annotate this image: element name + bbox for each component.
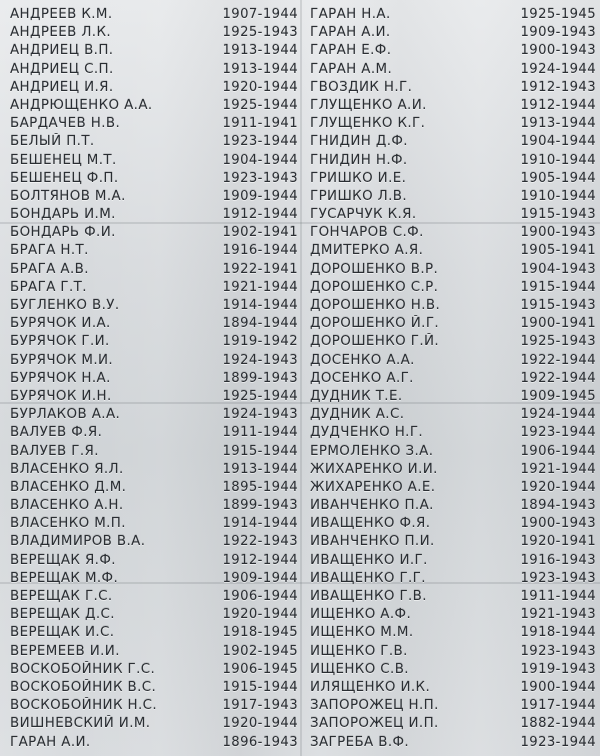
memorial-entry: [10, 115, 298, 133]
life-years: 1924-1944: [520, 61, 596, 77]
life-years: 1909-1944: [222, 570, 298, 586]
life-years: 1907-1944: [222, 7, 298, 22]
memorial-entry: [310, 133, 596, 151]
person-name: ГУСАРЧУК К.Я.: [310, 207, 417, 223]
memorial-entry: [310, 242, 596, 260]
life-years: 1912-1944: [222, 207, 298, 223]
person-name: АНДРИЕЦ С.П.: [10, 61, 114, 77]
life-years: 1914-1944: [222, 516, 298, 532]
person-name: ВЛАСЕНКО Д.М.: [10, 479, 127, 495]
person-name: ВОСКОБОЙНИК Г.С.: [10, 661, 156, 677]
person-name: ГАРАН Е.Ф.: [310, 43, 392, 59]
person-name: ЖИХАРЕНКО И.И.: [310, 461, 438, 477]
memorial-entry: [310, 224, 596, 242]
memorial-entry: [310, 206, 596, 224]
memorial-entry: [310, 461, 596, 479]
life-years: 1923-1943: [520, 570, 596, 586]
person-name: ИЩЕНКО С.В.: [310, 661, 409, 677]
person-name: ИВАНЧЕНКО П.А.: [310, 498, 434, 514]
memorial-entry: [310, 570, 596, 588]
person-name: ЕРМОЛЕНКО З.А.: [310, 443, 434, 459]
memorial-entry: [10, 206, 298, 224]
person-name: БУРЯЧОК И.Н.: [10, 388, 112, 404]
life-years: 1925-1943: [222, 25, 298, 41]
person-name: БАРДАЧЕВ Н.В.: [10, 116, 121, 132]
memorial-entry: [10, 606, 298, 624]
memorial-entry: [310, 715, 596, 733]
memorial-entry: [310, 279, 596, 297]
memorial-entry: [10, 61, 298, 79]
person-name: ВЕРЕЩАК Г.С.: [10, 589, 113, 604]
life-years: 1900-1941: [520, 316, 596, 332]
person-name: ДУДНИК Т.Е.: [310, 388, 403, 404]
memorial-entry: [310, 606, 596, 624]
memorial-entry: [10, 588, 298, 606]
memorial-entry: [310, 424, 596, 442]
life-years: 1920-1941: [520, 534, 596, 550]
life-years: 1912-1943: [520, 79, 596, 95]
memorial-entry: [10, 388, 298, 406]
life-years: 1920-1944: [222, 607, 298, 623]
life-years: 1899-1943: [222, 370, 298, 386]
person-name: ГЛУЩЕНКО К.Г.: [310, 116, 426, 132]
memorial-entry: [10, 133, 298, 151]
memorial-entry: [310, 406, 596, 424]
life-years: 1919-1942: [222, 334, 298, 350]
person-name: ВОСКОБОЙНИК В.С.: [10, 679, 157, 695]
life-years: 1896-1943: [222, 734, 298, 750]
life-years: 1923-1943: [520, 643, 596, 659]
person-name: БУРЯЧОК Г.И.: [10, 334, 110, 350]
memorial-entry: [310, 552, 596, 570]
person-name: ВАЛУЕВ Г.Я.: [10, 443, 99, 459]
person-name: БУРЯЧОК Н.А.: [10, 370, 111, 386]
person-name: ГОНЧАРОВ С.Ф.: [310, 225, 424, 241]
life-years: 1913-1944: [222, 461, 298, 477]
life-years: 1922-1944: [520, 352, 596, 368]
memorial-entry: [310, 170, 596, 188]
life-years: 1904-1944: [520, 134, 596, 150]
life-years: 1900-1943: [520, 516, 596, 532]
life-years: 1915-1944: [222, 679, 298, 695]
life-years: 1912-1944: [222, 552, 298, 568]
life-years: 1925-1944: [222, 388, 298, 404]
life-years: 1922-1944: [520, 370, 596, 386]
life-years: 1924-1943: [222, 352, 298, 368]
life-years: 1882-1944: [520, 716, 596, 732]
person-name: АНДРЮЩЕНКО А.А.: [10, 97, 153, 113]
life-years: 1918-1944: [520, 625, 596, 641]
memorial-entry: [310, 79, 596, 97]
memorial-entry: [310, 333, 596, 351]
life-years: 1900-1944: [520, 679, 596, 695]
life-years: 1923-1943: [222, 170, 298, 186]
memorial-entry: [310, 533, 596, 551]
life-years: 1909-1945: [520, 388, 596, 404]
person-name: ВЕРЕЩАК Д.С.: [10, 607, 115, 623]
life-years: 1911-1944: [222, 425, 298, 441]
person-name: ГРИШКО Л.В.: [310, 188, 408, 204]
life-years: 1913-1944: [222, 61, 298, 77]
person-name: ДОРОШЕНКО Г.Й.: [310, 334, 440, 350]
person-name: ЗАГРЕБА В.Ф.: [310, 734, 410, 750]
life-years: 1921-1944: [222, 279, 298, 295]
memorial-entry: [10, 42, 298, 60]
person-name: БРАГА А.В.: [10, 261, 89, 277]
person-name: ГАРАН А.И.: [310, 25, 391, 41]
memorial-entry: [310, 6, 596, 24]
life-years: 1924-1944: [520, 407, 596, 423]
person-name: БУГЛЕНКО В.У.: [10, 298, 120, 313]
life-years: 1913-1944: [520, 116, 596, 132]
person-name: ВИШНЕВСКИЙ И.М.: [10, 716, 151, 732]
life-years: 1905-1944: [520, 170, 596, 186]
person-name: БЕШЕНЕЦ Ф.П.: [10, 170, 119, 186]
person-name: ИВАЩЕНКО Г.В.: [310, 589, 427, 604]
person-name: ЖИХАРЕНКО А.Е.: [310, 479, 436, 495]
person-name: ДОРОШЕНКО Й.Г.: [310, 316, 440, 332]
life-years: 1894-1943: [520, 498, 596, 514]
memorial-entry: [10, 370, 298, 388]
person-name: ВЕРЕЩАК И.С.: [10, 625, 115, 641]
life-years: 1902-1941: [222, 225, 298, 241]
person-name: ДУДНИК А.С.: [310, 407, 405, 423]
life-years: 1920-1944: [520, 479, 596, 495]
person-name: ГАРАН А.М.: [310, 61, 393, 77]
memorial-entry: [10, 443, 298, 461]
life-years: 1912-1944: [520, 97, 596, 113]
person-name: БРАГА Н.Т.: [10, 243, 89, 259]
person-name: ВОСКОБОЙНИК Н.С.: [10, 698, 158, 714]
names-column-right: [310, 6, 596, 752]
person-name: БЕШЕНЕЦ М.Т.: [10, 152, 117, 168]
person-name: БОНДАРЬ Ф.И.: [10, 225, 116, 241]
person-name: БУРЯЧОК М.И.: [10, 352, 114, 368]
life-years: 1920-1944: [222, 79, 298, 95]
memorial-entry: [310, 352, 596, 370]
person-name: ГНИДИН Н.Ф.: [310, 152, 408, 168]
memorial-entry: [310, 152, 596, 170]
memorial-entry: [10, 624, 298, 642]
person-name: ЗАПОРОЖЕЦ И.П.: [310, 716, 439, 732]
memorial-entry: [10, 734, 298, 752]
memorial-entry: [310, 643, 596, 661]
person-name: БУРЯЧОК И.А.: [10, 316, 111, 332]
memorial-entry: [310, 624, 596, 642]
memorial-entry: [10, 333, 298, 351]
person-name: ГАРАН Н.А.: [310, 7, 391, 22]
person-name: ДМИТЕРКО А.Я.: [310, 243, 424, 259]
memorial-entry: [10, 479, 298, 497]
person-name: БРАГА Г.Т.: [10, 279, 87, 295]
person-name: ИВАЩЕНКО Ф.Я.: [310, 516, 431, 532]
memorial-entry: [310, 479, 596, 497]
memorial-entry: [310, 697, 596, 715]
life-years: 1916-1944: [222, 243, 298, 259]
person-name: ДОСЕНКО А.Г.: [310, 370, 414, 386]
person-name: БЕЛЫЙ П.Т.: [10, 134, 95, 150]
memorial-entry: [310, 61, 596, 79]
person-name: ИВАНЧЕНКО П.И.: [310, 534, 435, 550]
person-name: ГРИШКО И.Е.: [310, 170, 407, 186]
person-name: ИЩЕНКО М.М.: [310, 625, 414, 641]
life-years: 1922-1943: [222, 534, 298, 550]
memorial-entry: [10, 497, 298, 515]
memorial-entry: [310, 588, 596, 606]
memorial-entry: [10, 242, 298, 260]
memorial-entry: [10, 6, 298, 24]
memorial-entry: [310, 388, 596, 406]
memorial-entry: [310, 97, 596, 115]
life-years: 1900-1943: [520, 43, 596, 59]
memorial-entry: [10, 279, 298, 297]
person-name: ДОСЕНКО А.А.: [310, 352, 415, 368]
memorial-entry: [10, 461, 298, 479]
life-years: 1905-1941: [520, 243, 596, 259]
life-years: 1921-1944: [520, 461, 596, 477]
life-years: 1923-1944: [222, 134, 298, 150]
life-years: 1925-1943: [520, 334, 596, 350]
life-years: 1902-1945: [222, 643, 298, 659]
life-years: 1923-1944: [520, 425, 596, 441]
person-name: БОЛТЯНОВ М.А.: [10, 188, 126, 204]
life-years: 1919-1943: [520, 661, 596, 677]
panel-seam: [300, 0, 302, 756]
person-name: БОНДАРЬ И.М.: [10, 207, 116, 223]
life-years: 1909-1944: [222, 188, 298, 204]
memorial-entry: [10, 224, 298, 242]
person-name: ВЕРЕМЕЕВ И.И.: [10, 643, 120, 659]
life-years: 1915-1944: [222, 443, 298, 459]
life-years: 1899-1943: [222, 498, 298, 514]
memorial-entry: [310, 515, 596, 533]
memorial-entry: [10, 715, 298, 733]
person-name: ДОРОШЕНКО С.Р.: [310, 279, 439, 295]
memorial-entry: [310, 370, 596, 388]
person-name: ИЩЕНКО А.Ф.: [310, 607, 412, 623]
life-years: 1909-1943: [520, 25, 596, 41]
names-column-left: [10, 6, 298, 752]
person-name: БУРЛАКОВ А.А.: [10, 407, 121, 423]
memorial-entry: [10, 24, 298, 42]
memorial-entry: [10, 188, 298, 206]
memorial-entry: [310, 443, 596, 461]
life-years: 1917-1943: [222, 698, 298, 714]
life-years: 1906-1945: [222, 661, 298, 677]
memorial-entry: [10, 570, 298, 588]
life-years: 1918-1945: [222, 625, 298, 641]
memorial-entry: [10, 661, 298, 679]
memorial-entry: [310, 42, 596, 60]
life-years: 1916-1943: [520, 552, 596, 568]
person-name: ИВАЩЕНКО И.Г.: [310, 552, 428, 568]
life-years: 1910-1944: [520, 188, 596, 204]
life-years: 1911-1944: [520, 589, 596, 604]
person-name: ГВОЗДИК Н.Г.: [310, 79, 413, 95]
person-name: ГАРАН А.И.: [10, 734, 91, 750]
memorial-entry: [310, 497, 596, 515]
person-name: ИЩЕНКО Г.В.: [310, 643, 408, 659]
person-name: ДУДЧЕНКО Н.Г.: [310, 425, 424, 441]
person-name: ВЛАСЕНКО М.П.: [10, 516, 126, 532]
memorial-entry: [10, 533, 298, 551]
life-years: 1915-1944: [520, 279, 596, 295]
life-years: 1924-1943: [222, 407, 298, 423]
life-years: 1913-1944: [222, 43, 298, 59]
person-name: ГЛУЩЕНКО А.И.: [310, 97, 427, 113]
person-name: ВАЛУЕВ Ф.Я.: [10, 425, 103, 441]
person-name: ВЛАСЕНКО Я.Л.: [10, 461, 124, 477]
person-name: ДОРОШЕНКО В.Р.: [310, 261, 439, 277]
person-name: ЗАПОРОЖЕЦ Н.П.: [310, 698, 439, 714]
memorial-entry: [10, 424, 298, 442]
memorial-entry: [10, 97, 298, 115]
memorial-entry: [10, 552, 298, 570]
person-name: ВЛАДИМИРОВ В.А.: [10, 534, 146, 550]
memorial-entry: [310, 24, 596, 42]
memorial-entry: [10, 152, 298, 170]
memorial-entry: [10, 406, 298, 424]
life-years: 1911-1941: [222, 116, 298, 132]
person-name: ВЛАСЕНКО А.Н.: [10, 498, 124, 514]
memorial-entry: [10, 697, 298, 715]
person-name: АНДРЕЕВ Л.К.: [10, 25, 112, 41]
life-years: 1904-1944: [222, 152, 298, 168]
memorial-entry: [310, 661, 596, 679]
life-years: 1906-1944: [520, 443, 596, 459]
person-name: ДОРОШЕНКО Н.В.: [310, 298, 441, 313]
memorial-entry: [310, 679, 596, 697]
person-name: ВЕРЕЩАК М.Ф.: [10, 570, 119, 586]
memorial-entry: [10, 297, 298, 315]
life-years: 1925-1945: [520, 7, 596, 22]
memorial-entry: [10, 352, 298, 370]
memorial-entry: [310, 261, 596, 279]
life-years: 1915-1943: [520, 207, 596, 223]
memorial-entry: [310, 734, 596, 752]
life-years: 1917-1944: [520, 698, 596, 714]
memorial-entry: [10, 679, 298, 697]
memorial-entry: [310, 297, 596, 315]
life-years: 1925-1944: [222, 97, 298, 113]
memorial-entry: [310, 315, 596, 333]
life-years: 1906-1944: [222, 589, 298, 604]
memorial-entry: [10, 79, 298, 97]
life-years: 1923-1944: [520, 734, 596, 750]
life-years: 1915-1943: [520, 298, 596, 313]
person-name: ИЛЯЩЕНКО И.К.: [310, 679, 431, 695]
memorial-entry: [10, 170, 298, 188]
person-name: АНДРЕЕВ К.М.: [10, 7, 113, 22]
memorial-entry: [310, 188, 596, 206]
life-years: 1904-1943: [520, 261, 596, 277]
life-years: 1900-1943: [520, 225, 596, 241]
life-years: 1920-1944: [222, 716, 298, 732]
life-years: 1895-1944: [222, 479, 298, 495]
life-years: 1921-1943: [520, 607, 596, 623]
person-name: ИВАЩЕНКО Г.Г.: [310, 570, 426, 586]
memorial-entry: [10, 643, 298, 661]
person-name: ВЕРЕЩАК Я.Ф.: [10, 552, 116, 568]
life-years: 1910-1944: [520, 152, 596, 168]
memorial-entry: [310, 115, 596, 133]
person-name: АНДРИЕЦ И.Я.: [10, 79, 114, 95]
memorial-entry: [10, 261, 298, 279]
life-years: 1914-1944: [222, 298, 298, 313]
person-name: АНДРИЕЦ В.П.: [10, 43, 114, 59]
memorial-entry: [10, 515, 298, 533]
person-name: ГНИДИН Д.Ф.: [310, 134, 408, 150]
life-years: 1894-1944: [222, 316, 298, 332]
life-years: 1922-1941: [222, 261, 298, 277]
memorial-entry: [10, 315, 298, 333]
